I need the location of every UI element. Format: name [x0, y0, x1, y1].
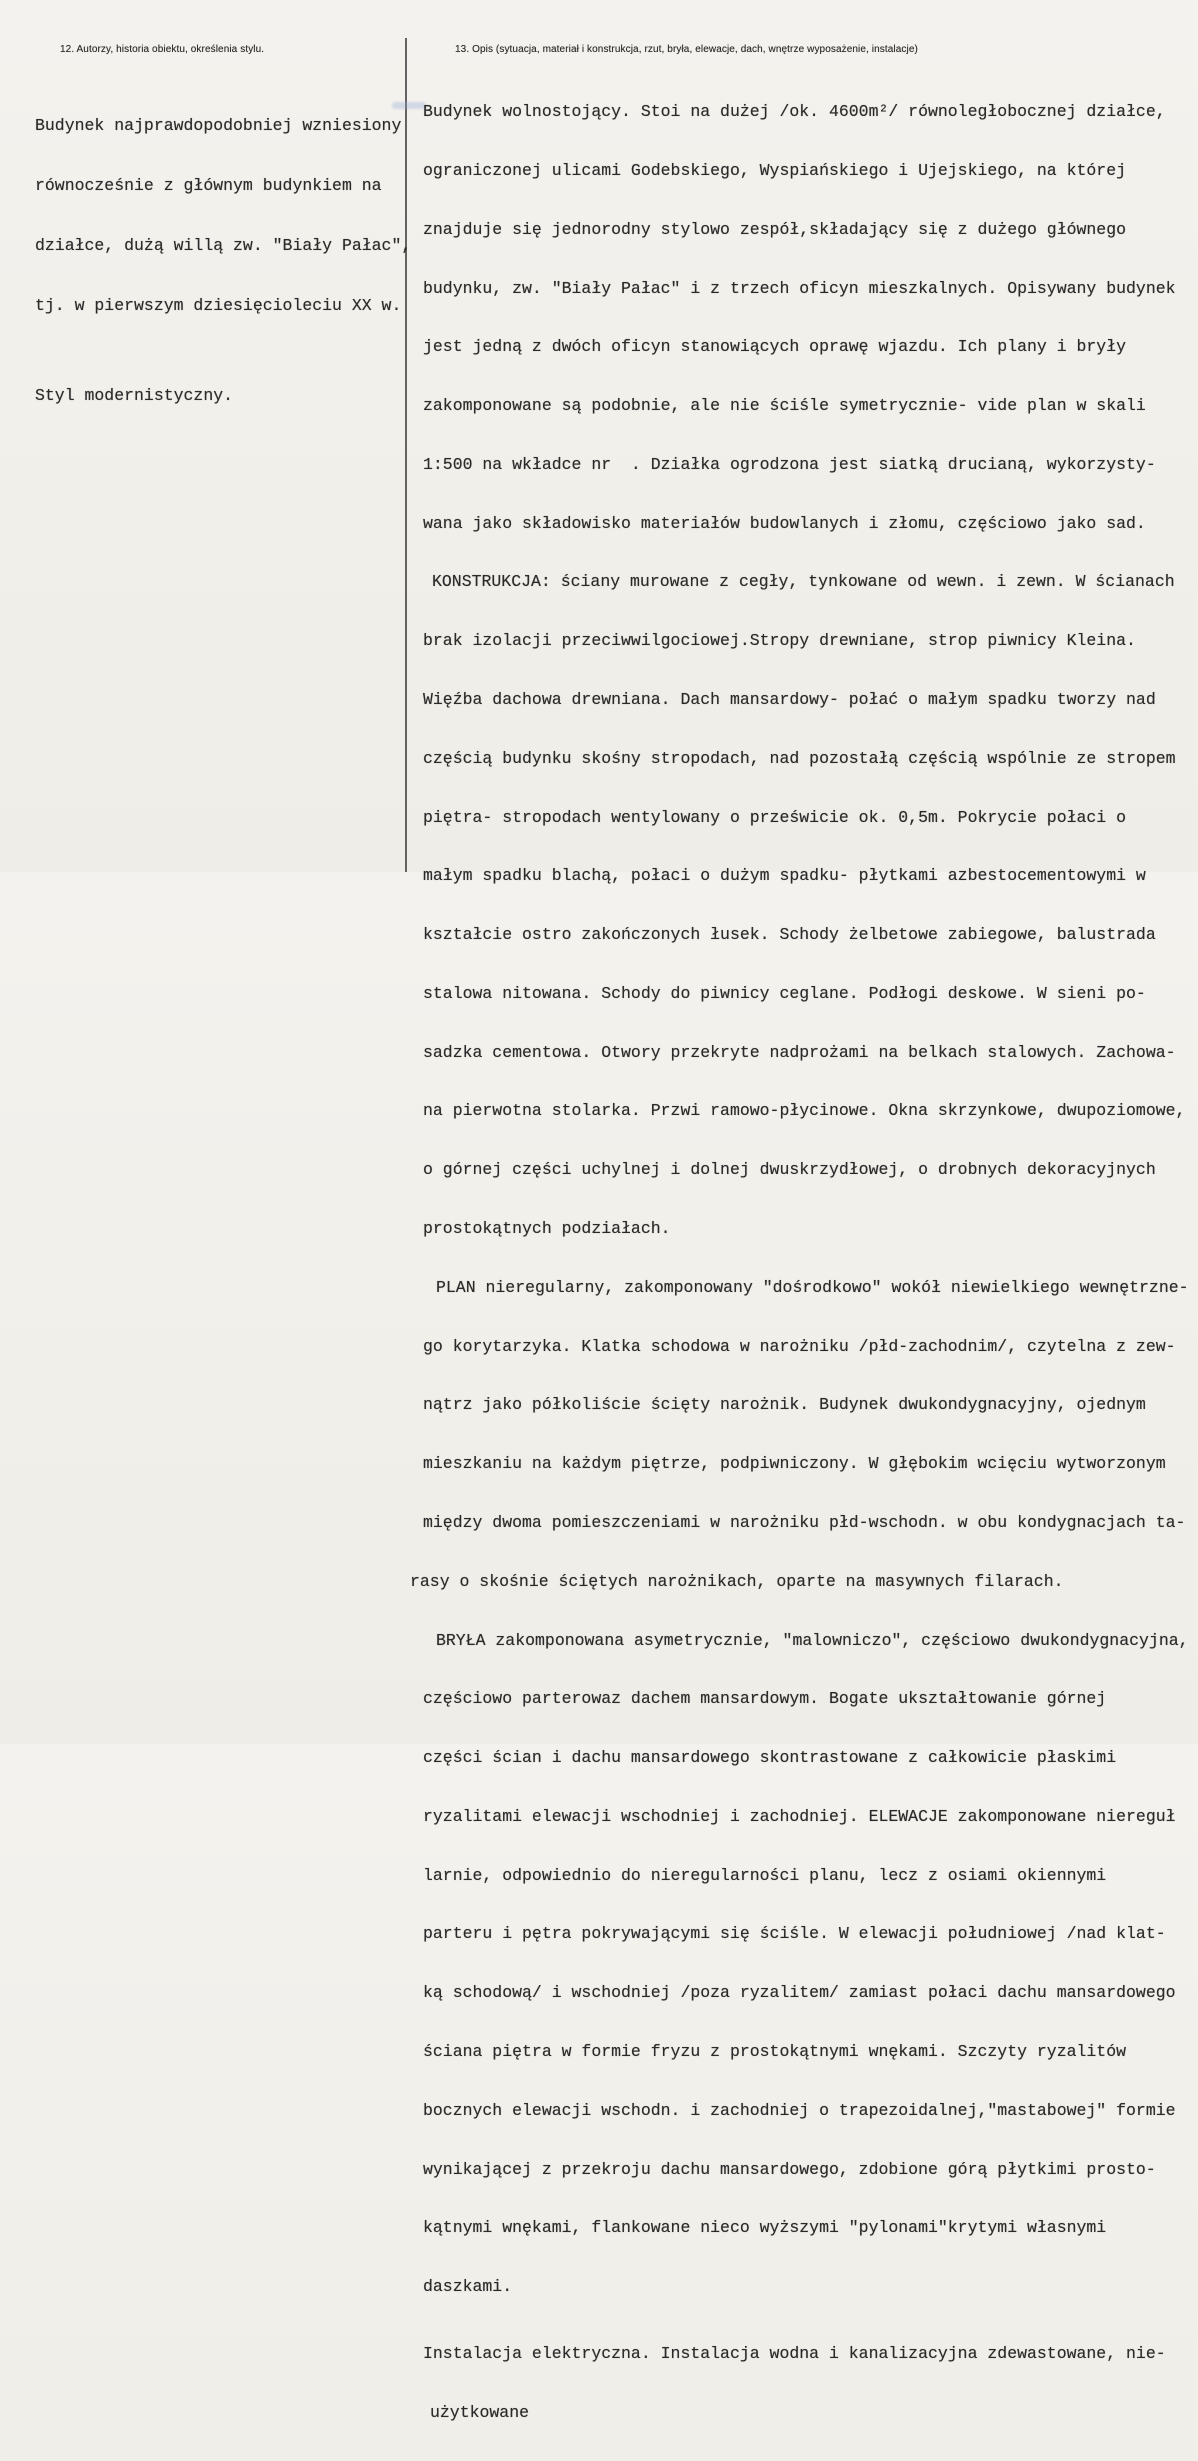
description-line: bocznych elewacji wschodn. i zachodniej o trapezoidalnej,"mastabowej" formie — [423, 2100, 1176, 2120]
description-line: ściana piętra w formie fryzu z prostokątnymi wnękami. Szczyty ryzalitów — [423, 2041, 1127, 2061]
description-line: wana jako składowisko materiałów budowlanych i złomu, częściowo jako sad. — [423, 513, 1146, 533]
installation-line: Instalacja elektryczna. Instalacja wodna i kanalizacyjna zdewastowane, nie- — [423, 2343, 1166, 2363]
description-line: prostokątnych podziałach. — [423, 1219, 671, 1239]
description-text — [410, 63, 1189, 2461]
description-line: ograniczonej ulicami Godebskiego, Wyspiańskiego i Ujejskiego, na której — [423, 160, 1127, 180]
description-line: wynikającej z przekroju dachu mansardowego, zdobione górą płytkimi prosto- — [423, 2159, 1156, 2179]
description-line: piętra- stropodach wentylowany o prześwicie ok. 0,5m. Pokrycie połaci o — [423, 807, 1127, 827]
description-line: larnie, odpowiednio do nieregularności planu, lecz z osiami okiennymi — [423, 1865, 1107, 1885]
section-12-header: 12. Autorzy, historia obiektu, określenia stylu. — [60, 44, 265, 55]
description-line: daszkami. — [423, 2277, 513, 2297]
description-line: znajduje się jednorodny stylowo zespół,składający się z dużego głównego — [423, 219, 1127, 239]
description-line: o górnej części uchylnej i dolnej dwuskrzydłowej, o drobnych dekoracyjnych — [423, 1160, 1156, 1180]
description-line: jest jedną z dwóch oficyn stanowiących oprawę wjazdu. Ich plany i bryły — [423, 337, 1127, 357]
description-line: 1:500 na wkładce nr . Działka ogrodzona jest siatką drucianą, wykorzysty- — [423, 454, 1156, 474]
description-line: budynku, zw. "Biały Pałac" i z trzech oficyn mieszkalnych. Opisywany budynek — [423, 278, 1176, 298]
history-line: tj. w pierwszym dziesięcioleciu XX w. — [35, 296, 402, 315]
history-text — [35, 76, 411, 446]
description-line: go korytarzyka. Klatka schodowa w narożniku /płd-zachodnim/, czytelna z zew- — [423, 1336, 1176, 1356]
construction-line: KONSTRUKCJA: ściany murowane z cegły, tynkowane od wewn. i zewn. W ścianach — [432, 572, 1175, 592]
description-line: zakomponowane są podobnie, ale nie ściśle symetrycznie- vide plan w skali — [423, 396, 1146, 416]
description-line: kątnymi wnękami, flankowane nieco wyższymi "pylonami"krytymi własnymi — [423, 2218, 1107, 2238]
description-line: małym spadku blachą, połaci o dużym spadku- płytkami azbestocementowymi w — [423, 866, 1146, 886]
history-line: działce, dużą willą zw. "Biały Pałac", — [35, 236, 412, 255]
plan-line: PLAN nieregularny, zakomponowany "dośrodkowo" wokół niewielkiego wewnętrzne- — [436, 1277, 1189, 1297]
description-line: ryzalitami elewacji wschodniej i zachodniej. ELEWACJE zakomponowane niereguł — [423, 1806, 1176, 1826]
description-line: rasy o skośnie ściętych narożnikach, oparte na masywnych filarach. — [410, 1571, 1064, 1591]
description-line: ką schodową/ i wschodniej /poza ryzalitem/ zamiast połaci dachu mansardowego — [423, 1983, 1176, 2003]
history-line: równocześnie z głównym budynkiem na — [35, 176, 382, 195]
description-line: Więźba dachowa drewniana. Dach mansardowy- połać o małym spadku tworzy nad — [423, 690, 1156, 709]
section-13-header: 13. Opis (sytuacja, materiał i konstrukcja, rzut, bryła, elewacje, dach, wnętrze wyposażenie, instalacje) — [455, 44, 918, 55]
description-line: części ścian i dachu mansardowego skontrastowane z całkowicie płaskimi — [423, 1748, 1117, 1768]
description-line: częściowo parterowaz dachem mansardowym. Bogate ukształtowanie górnej — [423, 1689, 1107, 1709]
description-line: nątrz jako półkoliście ścięty narożnik. Budynek dwukondygnacyjny, ojednym — [423, 1395, 1146, 1415]
description-line: na pierwotna stolarka. Przwi ramowo-płycinowe. Okna skrzynkowe, dwupoziomowe, — [423, 1101, 1186, 1121]
style-line: Styl modernistyczny. — [35, 386, 234, 405]
installation-line: użytkowane — [430, 2402, 530, 2422]
description-line: stalowa nitowana. Schody do piwnicy ceglane. Podłogi deskowe. W sieni po- — [423, 983, 1146, 1003]
form-line: BRYŁA zakomponowana asymetrycznie, "malowniczo", częściowo dwukondygnacyjna, — [436, 1630, 1189, 1650]
description-line: kształcie ostro zakończonych łusek. Schody żelbetowe zabiegowe, balustrada — [423, 925, 1156, 945]
description-line: mieszkaniu na każdym piętrze, podpiwniczony. W głębokim wcięciu wytworzonym — [423, 1454, 1166, 1474]
description-line: sadzka cementowa. Otwory przekryte nadprożami na belkach stalowych. Zachowa- — [423, 1042, 1176, 1062]
description-line: brak izolacji przeciwwilgociowej.Stropy drewniane, strop piwnicy Kleina. — [423, 631, 1136, 651]
description-line: Budynek wolnostojący. Stoi na dużej /ok. 4600m²/ równoległobocznej działce, — [423, 102, 1166, 122]
description-line: częścią budynku skośny stropodach, nad pozostałą częścią wspólnie ze stropem — [423, 748, 1176, 768]
description-line: parteru i pętra pokrywającymi się ściśle. W elewacji południowej /nad klat- — [423, 1924, 1166, 1944]
description-line: między dwoma pomieszczeniami w narożniku płd-wschodn. w obu kondygnacjach ta- — [423, 1512, 1186, 1532]
history-line: Budynek najprawdopodobniej wzniesiony — [35, 116, 402, 135]
